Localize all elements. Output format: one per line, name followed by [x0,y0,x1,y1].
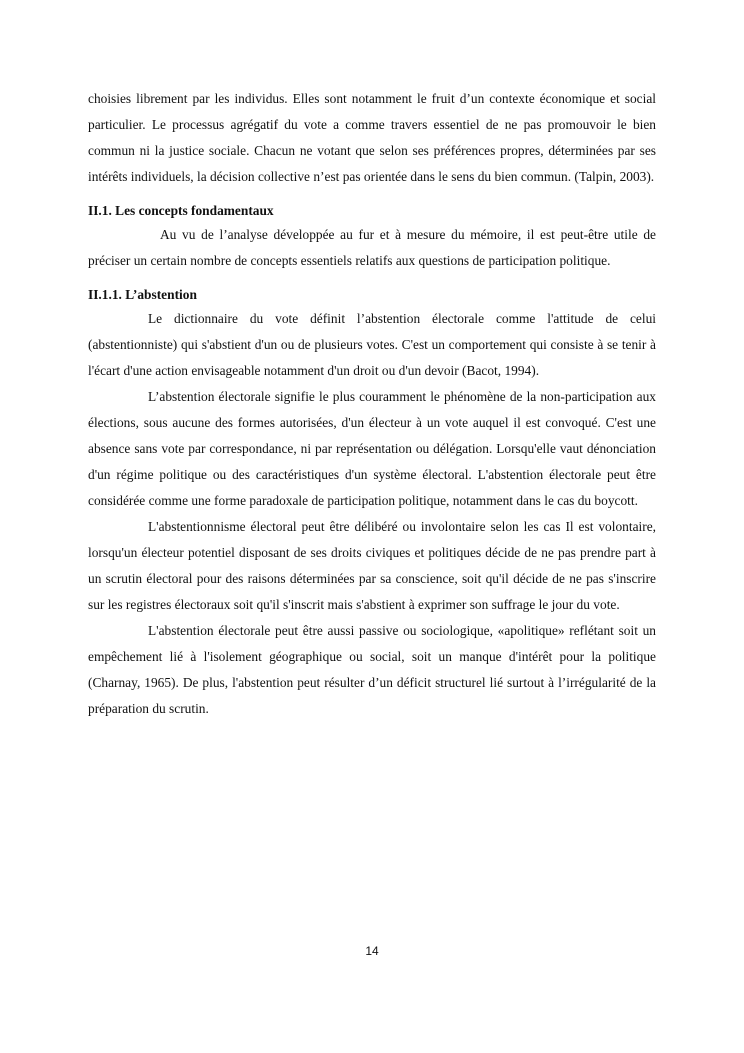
paragraph-abstention-passive: L'abstention électorale peut être aussi passive ou sociologique, «apolitique» reflétant soit un empêchement lié à l'isolement géographique ou social, soit un manque d'intérêt pour la politique (Charnay, 1965). De plus, l'abstention peut résulter d’un déficit structurel lié surtout à l’irrégularité de la préparation du scrutin. [88,623,656,716]
paragraph-abstention-definition: Le dictionnaire du vote définit l’abstention électorale comme l'attitude de celui (abstentionniste) qui s'abstient d'un ou de plusieurs votes. C'est un comportement qui consiste à se tenir à l'écart d'une action envisageable notamment d'un droit ou d'un devoir (Bacot, 1994). [88,311,656,378]
paragraph-abstention-meaning: L’abstention électorale signifie le plus couramment le phénomène de la non-participation aux élections, sous aucune des formes autorisées, d'un électeur à un vote auquel il est convoqué. C'est une absence sans vote par correspondance, ni par représentation ou délégation. Lorsqu'elle vaut dénonciation d'un régime politique ou des caractéristiques d'un système électoral. L'abstention électorale peut être considérée comme une forme paradoxale de participation politique, notamment dans le cas du boycott. [88,389,656,508]
paragraph-abstentionnisme: L'abstentionnisme électoral peut être délibéré ou involontaire selon les cas Il est volontaire, lorsqu'un électeur potentiel disposant de ses droits civiques et politiques décide de ne pas prendre part à un scrutin électoral pour des raisons déterminées par sa conscience, soit qu'il décide de ne pas s'inscrire sur les registres électoraux soit qu'il s'inscrit mais s'abstient à exprimer son suffrage le jour du vote. [88,519,656,612]
paragraph-continuation: choisies librement par les individus. Elles sont notamment le fruit d’un contexte économique et social particulier. Le processus agrégatif du vote a comme travers essentiel de ne pas promouvoir le bien commun ni la justice sociale. Chacun ne votant que selon ses préférences propres, déterminées par ses intérêts individuels, la décision collective n’est pas orientée dans le sens du bien commun. (Talpin, 2003). [88,91,656,184]
subsection-heading-abstention: II.1.1. L’abstention [88,287,197,302]
page-number: 14 [365,944,379,958]
spacer [88,274,656,284]
section-heading-concepts: II.1. Les concepts fondamentaux [88,203,274,218]
page-body [88,86,656,722]
spacer [88,190,656,200]
paragraph-concepts-intro: Au vu de l’analyse développée au fur et à mesure du mémoire, il est peut-être utile de préciser un certain nombre de concepts essentiels relatifs aux questions de participation politique. [88,227,656,268]
